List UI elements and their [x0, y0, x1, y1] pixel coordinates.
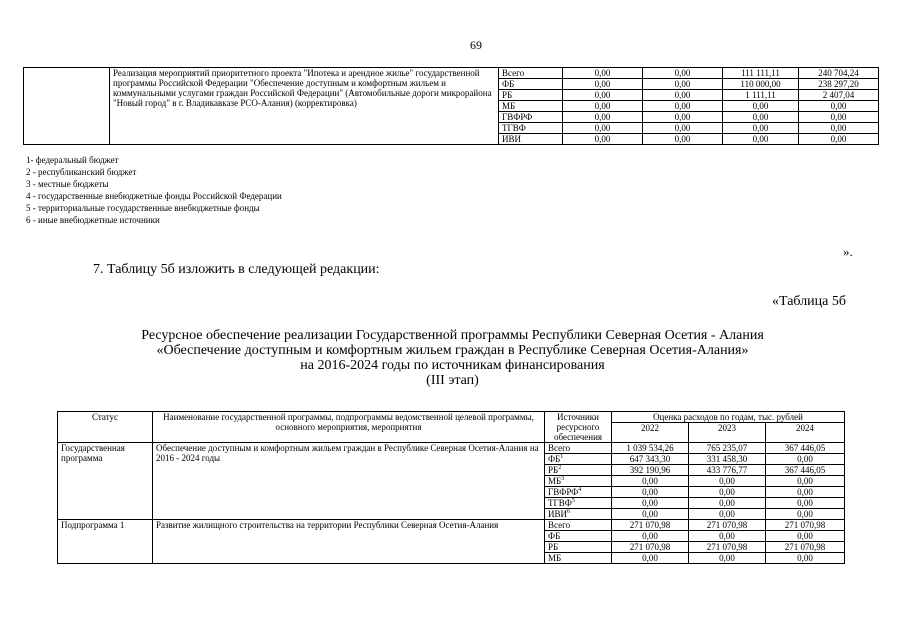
- value-cell: 0,00: [689, 553, 766, 564]
- source-label: РБ: [548, 465, 559, 475]
- value-cell: 0,00: [766, 476, 845, 487]
- header-source: Источники ресурсного обеспечения: [545, 412, 612, 443]
- source-label: РБ: [548, 542, 559, 552]
- value-cell: 0,00: [766, 553, 845, 564]
- value-cell: 0,00: [563, 123, 643, 134]
- value-cell: 0,00: [563, 134, 643, 145]
- value-cell: 0,00: [612, 498, 689, 509]
- value-cell: 271 070,98: [612, 520, 689, 531]
- table-title: [0, 328, 905, 388]
- table-label: «Таблица 5б: [772, 294, 846, 309]
- value-cell: 0,00: [612, 531, 689, 542]
- value-cell: 0,00: [643, 112, 723, 123]
- value-cell: 0,00: [563, 68, 643, 79]
- footnote: 4 - государственные внебюджетные фонды Российской Федерации: [26, 191, 282, 201]
- source-cell: [545, 531, 612, 542]
- value-cell: 367 446,05: [766, 443, 845, 454]
- source-cell: [545, 520, 612, 531]
- value-cell: 0,00: [723, 112, 799, 123]
- footnote-ref: 6: [567, 509, 571, 515]
- value-cell: 392 190,96: [612, 465, 689, 476]
- source-label: МБ: [548, 553, 562, 563]
- source-cell: Всего: [499, 68, 563, 79]
- source-label: Всего: [548, 443, 571, 453]
- value-cell: 0,00: [689, 509, 766, 520]
- value-cell: 1 111,11: [723, 90, 799, 101]
- value-cell: 110 000,00: [723, 79, 799, 90]
- top-table-row: [24, 68, 879, 79]
- main-table: [57, 411, 845, 564]
- source-label: ТГВФ: [548, 498, 572, 508]
- value-cell: 367 446,05: [766, 465, 845, 476]
- status-cell: Подпрограмма 1: [58, 520, 153, 564]
- source-cell: [545, 465, 612, 476]
- value-cell: 0,00: [689, 498, 766, 509]
- program-name: Развитие жилищного строительства на территории Республики Северная Осетия-Алания: [153, 520, 545, 564]
- footnote: 5 - территориальные государственные внебюджетные фонды: [26, 203, 260, 213]
- status-cell: Государственная программа: [58, 443, 153, 520]
- value-cell: 271 070,98: [766, 542, 845, 553]
- value-cell: 271 070,98: [612, 542, 689, 553]
- source-cell: [545, 476, 612, 487]
- value-cell: 0,00: [799, 134, 879, 145]
- value-cell: 0,00: [643, 134, 723, 145]
- value-cell: 0,00: [766, 509, 845, 520]
- source-cell: ИВИ: [499, 134, 563, 145]
- status-cell: [24, 68, 110, 145]
- footnote-ref: 2: [558, 465, 562, 471]
- source-cell: [545, 454, 612, 465]
- value-cell: 331 458,30: [689, 454, 766, 465]
- value-cell: 0,00: [799, 101, 879, 112]
- table-row: [58, 443, 845, 454]
- table-row: [58, 520, 845, 531]
- top-table: [23, 67, 879, 145]
- value-cell: 0,00: [612, 487, 689, 498]
- header-estimate: Оценка расходов по годам, тыс. рублей: [612, 412, 845, 423]
- value-cell: 0,00: [689, 476, 766, 487]
- value-cell: 271 070,98: [689, 520, 766, 531]
- value-cell: 0,00: [612, 476, 689, 487]
- value-cell: 2 407,04: [799, 90, 879, 101]
- value-cell: 765 235,07: [689, 443, 766, 454]
- footnote: 1- федеральный бюджет: [26, 155, 119, 165]
- source-cell: [545, 553, 612, 564]
- measure-description: Реализация мероприятий приоритетного проекта "Ипотека и арендное жилье" государственной программы Российской Федерации "Обеспечение доступным и комфортным жильем и коммунальными услугами граждан Российской Федерации" (Автомобильные дороги микрорайона "Новый город" в г. Владикавказе РСО-Алания) (корректировка): [110, 68, 499, 145]
- value-cell: 0,00: [612, 509, 689, 520]
- source-cell: МБ: [499, 101, 563, 112]
- source-cell: [545, 498, 612, 509]
- value-cell: 0,00: [563, 112, 643, 123]
- source-cell: [545, 443, 612, 454]
- value-cell: 0,00: [799, 112, 879, 123]
- header-name: Наименование государственной программы, подпрограммы ведомственной целевой программы, основного мероприятия, мероприятия: [153, 412, 545, 443]
- program-name: Обеспечение доступным и комфортным жильем граждан в Республике Северная Осетия-Алания на 2016 - 2024 годы: [153, 443, 545, 520]
- value-cell: 0,00: [766, 487, 845, 498]
- source-cell: РБ: [499, 90, 563, 101]
- value-cell: 0,00: [766, 498, 845, 509]
- value-cell: 0,00: [643, 123, 723, 134]
- value-cell: 0,00: [799, 123, 879, 134]
- value-cell: 433 776,77: [689, 465, 766, 476]
- source-cell: [545, 542, 612, 553]
- value-cell: 0,00: [643, 68, 723, 79]
- footnotes: [26, 154, 282, 226]
- value-cell: 111 111,11: [723, 68, 799, 79]
- footnote-ref: 5: [571, 498, 575, 504]
- value-cell: 0,00: [643, 101, 723, 112]
- value-cell: 0,00: [723, 123, 799, 134]
- source-cell: [545, 509, 612, 520]
- source-label: ГВФРФ: [548, 487, 579, 497]
- footnote: 6 - иные внебюджетные источники: [26, 215, 160, 225]
- value-cell: 0,00: [643, 90, 723, 101]
- footnote: 2 - республиканский бюджет: [26, 167, 137, 177]
- value-cell: 0,00: [689, 531, 766, 542]
- value-cell: 1 039 534,26: [612, 443, 689, 454]
- source-label: ИВИ: [548, 509, 568, 519]
- value-cell: 0,00: [643, 79, 723, 90]
- source-label: Всего: [548, 520, 571, 530]
- value-cell: 271 070,98: [689, 542, 766, 553]
- value-cell: 0,00: [612, 553, 689, 564]
- source-label: ФБ: [548, 454, 561, 464]
- header-year: 2024: [766, 423, 845, 443]
- value-cell: 0,00: [723, 101, 799, 112]
- page-number: 69: [470, 38, 482, 52]
- source-cell: [545, 487, 612, 498]
- value-cell: 0,00: [723, 134, 799, 145]
- title-line: Ресурсное обеспечение реализации Государственной программы Республики Северная Осетия - Алания: [141, 328, 764, 343]
- value-cell: 0,00: [766, 454, 845, 465]
- value-cell: 647 343,30: [612, 454, 689, 465]
- value-cell: 238 297,20: [799, 79, 879, 90]
- header-year: 2023: [689, 423, 766, 443]
- header-year: 2022: [612, 423, 689, 443]
- footnote: 3 - местные бюджеты: [26, 179, 109, 189]
- value-cell: 0,00: [689, 487, 766, 498]
- footnote-ref: 1: [560, 454, 564, 460]
- instruction-text: 7. Таблицу 5б изложить в следующей редакции:: [93, 262, 380, 277]
- value-cell: 240 704,24: [799, 68, 879, 79]
- header-status: Статус: [58, 412, 153, 443]
- value-cell: 0,00: [563, 79, 643, 90]
- footnote-ref: 4: [578, 487, 582, 493]
- closing-quote: ».: [843, 244, 853, 259]
- footnote-ref: 3: [561, 476, 565, 482]
- source-cell: ФБ: [499, 79, 563, 90]
- title-line: «Обеспечение доступным и комфортным жильем граждан в Республике Северная Осетия-Алания»: [156, 343, 749, 358]
- source-label: ФБ: [548, 531, 561, 541]
- title-line: на 2016-2024 годы по источникам финансирования: [300, 358, 605, 373]
- source-cell: ТГВФ: [499, 123, 563, 134]
- value-cell: 0,00: [563, 90, 643, 101]
- value-cell: 0,00: [766, 531, 845, 542]
- source-cell: ГВФРФ: [499, 112, 563, 123]
- value-cell: 271 070,98: [766, 520, 845, 531]
- title-line: (III этап): [426, 373, 479, 388]
- value-cell: 0,00: [563, 101, 643, 112]
- source-label: МБ: [548, 476, 562, 486]
